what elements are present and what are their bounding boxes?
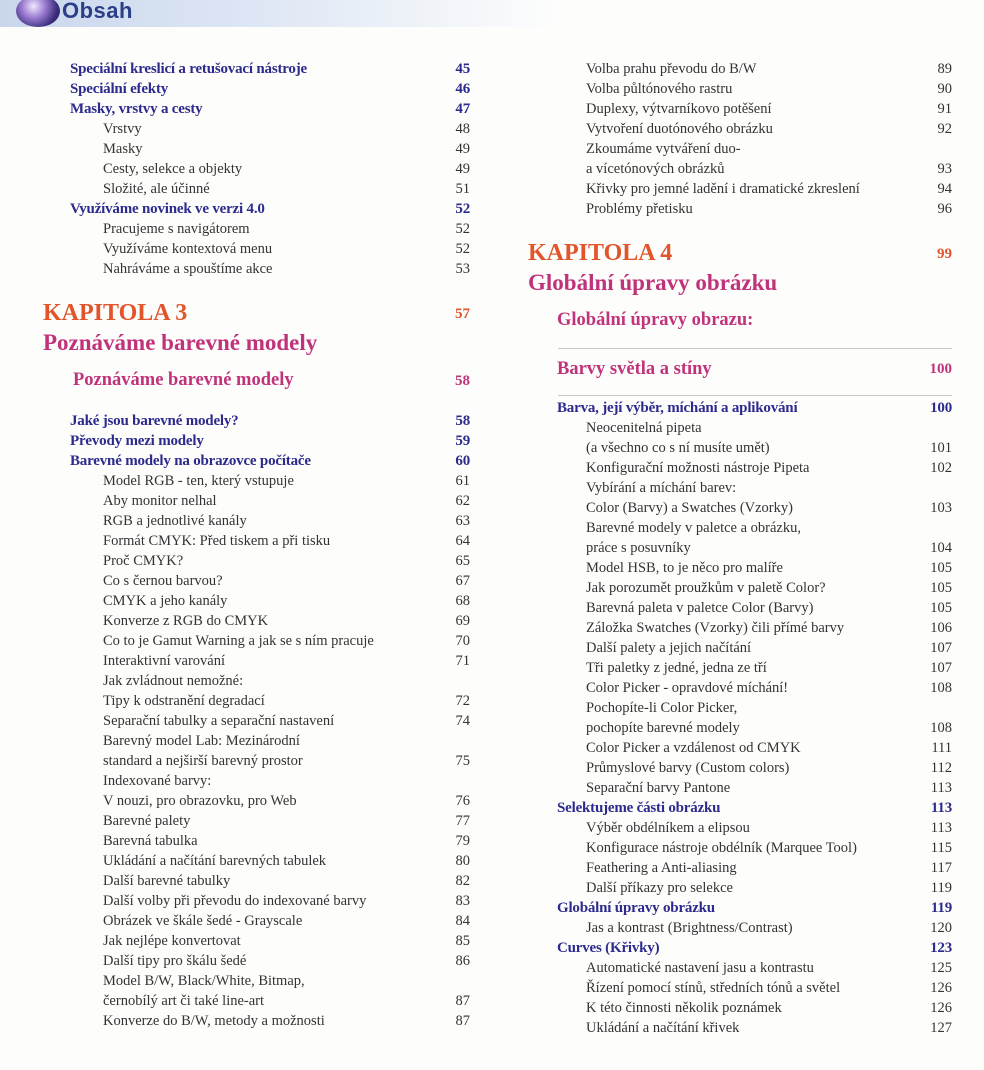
page-number: 112 — [930, 760, 952, 776]
page-number: 117 — [930, 860, 952, 876]
entry-title: Ukládání a načítání křivek — [586, 1020, 740, 1036]
toc-entry — [528, 920, 952, 940]
toc-entry — [70, 161, 470, 181]
page-number: 49 — [455, 161, 470, 177]
entry-title: Formát CMYK: Před tiskem a při tisku — [103, 533, 331, 549]
entry-title: Výběr obdélníkem a elipsou — [586, 820, 750, 836]
toc-entry — [528, 161, 952, 181]
entry-title: Tipy k odstranění degradací — [103, 693, 265, 709]
toc-entry — [70, 813, 470, 833]
toc-entry — [70, 553, 470, 573]
page-number: 74 — [455, 713, 470, 729]
toc-entry — [70, 853, 470, 873]
page-number: 96 — [937, 201, 952, 217]
page-number: 85 — [455, 933, 470, 949]
page-number: 84 — [455, 913, 470, 929]
entry-title: Barevný model Lab: Mezinárodní — [103, 733, 300, 749]
page-number: 45 — [455, 61, 470, 77]
entry-title: Vytvoření duotónového obrázku — [586, 121, 773, 137]
toc-entry — [70, 121, 470, 141]
page-number: 61 — [455, 473, 470, 489]
toc-entry — [528, 620, 952, 640]
page-number: 91 — [937, 101, 952, 117]
page-number: 68 — [455, 593, 470, 609]
toc-entry — [528, 121, 952, 141]
page-number: 93 — [937, 161, 952, 177]
page-number: 126 — [930, 980, 952, 996]
toc-entry — [528, 780, 952, 800]
toc-entry — [528, 880, 952, 900]
entry-title: Jak zvládnout nemožné: — [103, 673, 244, 689]
page-number: 105 — [930, 580, 952, 596]
entry-title: Další palety a jejich načítání — [586, 640, 752, 656]
toc-entry — [528, 440, 952, 460]
toc-entry — [528, 520, 952, 540]
toc-entry — [528, 460, 952, 480]
toc-entry — [528, 560, 952, 580]
chapter-label — [43, 300, 470, 326]
page-number: 113 — [930, 800, 952, 816]
page-number: 111 — [931, 740, 952, 756]
entry-title: Co s černou barvou? — [103, 573, 223, 589]
entry-title: Jak nejlépe konvertovat — [103, 933, 241, 949]
entry-title: Jaké jsou barevné modely? — [70, 413, 239, 429]
divider — [558, 348, 952, 349]
section-heading — [70, 370, 470, 390]
page-number: 94 — [937, 181, 952, 197]
page-number: 65 — [455, 553, 470, 569]
entry-title: Masky, vrstvy a cesty — [70, 101, 203, 117]
entry-title: Další příkazy pro selekce — [586, 880, 733, 896]
entry-title: Záložka Swatches (Vzorky) čili přímé barvy — [586, 620, 845, 636]
page-number: 58 — [455, 373, 470, 389]
toc-entry — [70, 261, 470, 281]
entry-title: Využíváme kontextová menu — [103, 241, 273, 257]
entry-title: Převody mezi modely — [70, 433, 204, 449]
page-number: 107 — [930, 640, 952, 656]
page-number: 108 — [930, 680, 952, 696]
entry-title: Zkoumáme vytváření duo- — [586, 141, 741, 157]
toc-entry — [70, 513, 470, 533]
page-number: 57 — [455, 306, 470, 322]
page-title: Obsah — [62, 0, 133, 23]
toc-entry — [70, 873, 470, 893]
toc-entry — [528, 181, 952, 201]
entry-title: Feathering a Anti-aliasing — [586, 860, 737, 876]
entry-title: (a všechno co s ní musíte umět) — [586, 440, 770, 456]
toc-entry-bold — [70, 433, 470, 453]
entry-title: Model B/W, Black/White, Bitmap, — [103, 973, 305, 989]
entry-title: Proč CMYK? — [103, 553, 184, 569]
entry-title: Neocenitelná pipeta — [586, 420, 702, 436]
page-number: 87 — [455, 993, 470, 1009]
divider — [558, 395, 952, 396]
toc-entry — [70, 713, 470, 733]
toc-entry-bold — [528, 940, 952, 960]
toc-entry — [70, 573, 470, 593]
entry-title: Barvy světla a stíny — [557, 359, 712, 379]
entry-title: Separační barvy Pantone — [586, 780, 731, 796]
page-number: 59 — [455, 433, 470, 449]
entry-title: CMYK a jeho kanály — [103, 593, 228, 609]
entry-title: Co to je Gamut Warning a jak se s ním pracuje — [103, 633, 374, 649]
page-number: 113 — [930, 820, 952, 836]
toc-entry — [528, 820, 952, 840]
entry-title: Obrázek ve škále šedé - Grayscale — [103, 913, 303, 929]
toc-entry — [528, 740, 952, 760]
toc-entry-bold — [70, 413, 470, 433]
toc-entry — [528, 540, 952, 560]
entry-title: Jak porozumět proužkům v paletě Color? — [586, 580, 826, 596]
entry-title: Konfigurace nástroje obdélník (Marquee Tool) — [586, 840, 857, 856]
toc-entry — [70, 973, 470, 993]
entry-title: Model RGB - ten, který vstupuje — [103, 473, 294, 489]
sphere-logo-icon — [16, 0, 60, 27]
page-number: 100 — [930, 400, 952, 416]
entry-title: Vybírání a míchání barev: — [586, 480, 737, 496]
entry-title: Pracujeme s navigátorem — [103, 221, 250, 237]
entry-title: Pochopíte-li Color Picker, — [586, 700, 738, 716]
entry-title: Aby monitor nelhal — [103, 493, 217, 509]
toc-entry — [528, 600, 952, 620]
entry-title: Cesty, selekce a objekty — [103, 161, 243, 177]
toc-entry — [70, 773, 470, 793]
toc-entry — [528, 860, 952, 880]
toc-entry — [528, 980, 952, 1000]
toc-entry — [70, 613, 470, 633]
entry-title: a vícetónových obrázků — [586, 161, 725, 177]
toc-entry — [528, 420, 952, 440]
toc-entry — [528, 700, 952, 720]
chapter-title — [528, 270, 952, 295]
entry-title: Ukládání a načítání barevných tabulek — [103, 853, 327, 869]
page-number: 72 — [455, 693, 470, 709]
page-number: 104 — [930, 540, 952, 556]
entry-title: Konverze z RGB do CMYK — [103, 613, 269, 629]
page-number: 58 — [455, 413, 470, 429]
entry-title: Další tipy pro škálu šedé — [103, 953, 247, 969]
entry-title: Masky — [103, 141, 143, 157]
entry-title: Poznáváme barevné modely — [43, 330, 318, 355]
entry-title: Volba prahu převodu do B/W — [586, 61, 757, 77]
toc-entry — [70, 493, 470, 513]
entry-title: práce s posuvníky — [586, 540, 691, 556]
entry-title: Duplexy, výtvarníkovo potěšení — [586, 101, 772, 117]
entry-title: Color Picker a vzdálenost od CMYK — [586, 740, 801, 756]
entry-title: Selektujeme části obrázku — [557, 800, 721, 816]
page-number: 106 — [930, 620, 952, 636]
page-number: 125 — [930, 960, 952, 976]
toc-entry — [70, 1013, 470, 1033]
page-number: 90 — [937, 81, 952, 97]
toc-entry — [70, 833, 470, 853]
entry-title: standard a nejširší barevný prostor — [103, 753, 303, 769]
toc-entry-bold — [528, 400, 952, 420]
page-number: 107 — [930, 660, 952, 676]
entry-title: Vrstvy — [103, 121, 142, 137]
page-number: 108 — [930, 720, 952, 736]
entry-title: pochopíte barevné modely — [586, 720, 740, 736]
entry-title: K této činnosti několik poznámek — [586, 1000, 782, 1016]
toc-entry — [70, 533, 470, 553]
entry-title: Globální úpravy obrázku — [557, 900, 715, 916]
page-number: 119 — [930, 900, 952, 916]
page-number: 82 — [455, 873, 470, 889]
toc-entry — [70, 793, 470, 813]
toc-entry — [70, 653, 470, 673]
entry-title: Křivky pro jemné ladění i dramatické zkreslení — [586, 181, 860, 197]
page-number: 49 — [455, 141, 470, 157]
page-number: 46 — [455, 81, 470, 97]
entry-title: Color Picker - opravdové míchání! — [586, 680, 789, 696]
entry-title: Indexované barvy: — [103, 773, 212, 789]
entry-title: V nouzi, pro obrazovku, pro Web — [103, 793, 297, 809]
toc-entry — [528, 680, 952, 700]
entry-title: Globální úpravy obrázku — [528, 270, 778, 295]
page-number: 105 — [930, 600, 952, 616]
entry-title: Problémy přetisku — [586, 201, 693, 217]
toc-entry — [70, 993, 470, 1013]
page-number: 70 — [455, 633, 470, 649]
entry-title: Barevná paleta v paletce Color (Barvy) — [586, 600, 814, 616]
page-number: 69 — [455, 613, 470, 629]
page-number: 89 — [937, 61, 952, 77]
page-number: 76 — [455, 793, 470, 809]
toc-entry — [528, 660, 952, 680]
toc-entry — [70, 733, 470, 753]
page-number: 103 — [930, 500, 952, 516]
entry-title: KAPITOLA 4 — [528, 240, 673, 266]
page-header — [0, 0, 560, 27]
toc-entry-bold — [70, 101, 470, 121]
toc-entry — [528, 500, 952, 520]
entry-title: černobílý art či také line-art — [103, 993, 265, 1009]
entry-title: RGB a jednotlivé kanály — [103, 513, 247, 529]
page-number: 79 — [455, 833, 470, 849]
page-number: 102 — [930, 460, 952, 476]
toc-entry — [70, 753, 470, 773]
toc-entry — [70, 633, 470, 653]
entry-title: Poznáváme barevné modely — [73, 370, 294, 390]
page-number: 99 — [937, 246, 952, 262]
page-number: 86 — [455, 953, 470, 969]
toc-entry — [528, 960, 952, 980]
toc-entry — [528, 640, 952, 660]
toc-entry — [70, 913, 470, 933]
entry-title: Speciální efekty — [70, 81, 169, 97]
toc-entry — [528, 1000, 952, 1020]
page-number: 75 — [455, 753, 470, 769]
entry-title: Separační tabulky a separační nastavení — [103, 713, 335, 729]
toc-entry — [70, 933, 470, 953]
entry-title: Další barevné tabulky — [103, 873, 231, 889]
entry-title: Barevné modely v paletce a obrázku, — [586, 520, 801, 536]
toc-entry — [70, 953, 470, 973]
page-number: 47 — [455, 101, 470, 117]
entry-title: Model HSB, to je něco pro malíře — [586, 560, 783, 576]
section-heading — [528, 359, 952, 379]
entry-title: Konverze do B/W, metody a možnosti — [103, 1013, 325, 1029]
toc-entry — [70, 241, 470, 261]
page-number: 123 — [930, 940, 952, 956]
page-number: 113 — [930, 780, 952, 796]
entry-title: Interaktivní varování — [103, 653, 225, 669]
toc-entry — [528, 720, 952, 740]
page-number: 62 — [455, 493, 470, 509]
entry-title: KAPITOLA 3 — [43, 300, 188, 326]
page-number: 60 — [455, 453, 470, 469]
entry-title: Curves (Křivky) — [557, 940, 660, 956]
entry-title: Řízení pomocí stínů, středních tónů a světel — [586, 980, 841, 996]
toc-entry — [70, 893, 470, 913]
page-number: 119 — [930, 880, 952, 896]
toc-entry-bold — [70, 453, 470, 473]
page-number: 92 — [937, 121, 952, 137]
toc-entry — [70, 221, 470, 241]
toc-entry-bold — [70, 61, 470, 81]
page-number: 71 — [455, 653, 470, 669]
page-number: 51 — [455, 181, 470, 197]
section-heading — [528, 310, 952, 330]
entry-title: Konfigurační možnosti nástroje Pipeta — [586, 460, 810, 476]
toc-entry — [528, 760, 952, 780]
toc-entry — [528, 1020, 952, 1040]
toc-entry — [70, 673, 470, 693]
page-number: 120 — [930, 920, 952, 936]
chapter-label — [528, 240, 952, 266]
toc-entry-bold — [70, 201, 470, 221]
entry-title: Jas a kontrast (Brightness/Contrast) — [586, 920, 793, 936]
page-number: 105 — [930, 560, 952, 576]
page-number: 100 — [929, 361, 952, 377]
page-number: 67 — [455, 573, 470, 589]
toc-entry — [70, 693, 470, 713]
page-number: 126 — [930, 1000, 952, 1016]
page-number: 64 — [455, 533, 470, 549]
entry-title: Průmyslové barvy (Custom colors) — [586, 760, 790, 776]
page-number: 48 — [455, 121, 470, 137]
entry-title: Barva, její výběr, míchání a aplikování — [557, 400, 798, 416]
toc-entry — [528, 101, 952, 121]
page-number: 52 — [455, 201, 470, 217]
entry-title: Nahráváme a spouštíme akce — [103, 261, 273, 277]
toc-entry — [70, 141, 470, 161]
entry-title: Color (Barvy) a Swatches (Vzorky) — [586, 500, 793, 516]
toc-entry — [70, 473, 470, 493]
toc-entry — [528, 201, 952, 221]
page-number: 87 — [455, 1013, 470, 1029]
chapter-title — [43, 330, 470, 355]
toc-entry-bold — [70, 81, 470, 101]
toc-entry — [528, 81, 952, 101]
toc-entry — [528, 580, 952, 600]
toc-entry — [528, 141, 952, 161]
entry-title: Barevné modely na obrazovce počítače — [70, 453, 311, 469]
page-number: 63 — [455, 513, 470, 529]
entry-title: Automatické nastavení jasu a kontrastu — [586, 960, 814, 976]
entry-title: Volba půltónového rastru — [586, 81, 733, 97]
page-number: 101 — [930, 440, 952, 456]
toc-entry-bold — [528, 900, 952, 920]
entry-title: Globální úpravy obrazu: — [557, 310, 754, 330]
page-number: 115 — [930, 840, 952, 856]
toc-entry — [528, 61, 952, 81]
toc-entry — [528, 480, 952, 500]
entry-title: Využíváme novinek ve verzi 4.0 — [70, 201, 265, 217]
page-number: 52 — [455, 241, 470, 257]
entry-title: Barevná tabulka — [103, 833, 198, 849]
entry-title: Další volby při převodu do indexované barvy — [103, 893, 367, 909]
entry-title: Složité, ale účinné — [103, 181, 210, 197]
page-number: 77 — [455, 813, 470, 829]
toc-entry — [70, 593, 470, 613]
page-number: 127 — [930, 1020, 952, 1036]
entry-title: Tři paletky z jedné, jedna ze tří — [586, 660, 767, 676]
toc-entry-bold — [528, 800, 952, 820]
entry-title: Barevné palety — [103, 813, 191, 829]
page-number: 80 — [455, 853, 470, 869]
page-number: 83 — [455, 893, 470, 909]
page-number: 52 — [455, 221, 470, 237]
page-number: 53 — [455, 261, 470, 277]
toc-entry — [528, 840, 952, 860]
toc-entry — [70, 181, 470, 201]
entry-title: Speciální kreslicí a retušovací nástroje — [70, 61, 307, 77]
